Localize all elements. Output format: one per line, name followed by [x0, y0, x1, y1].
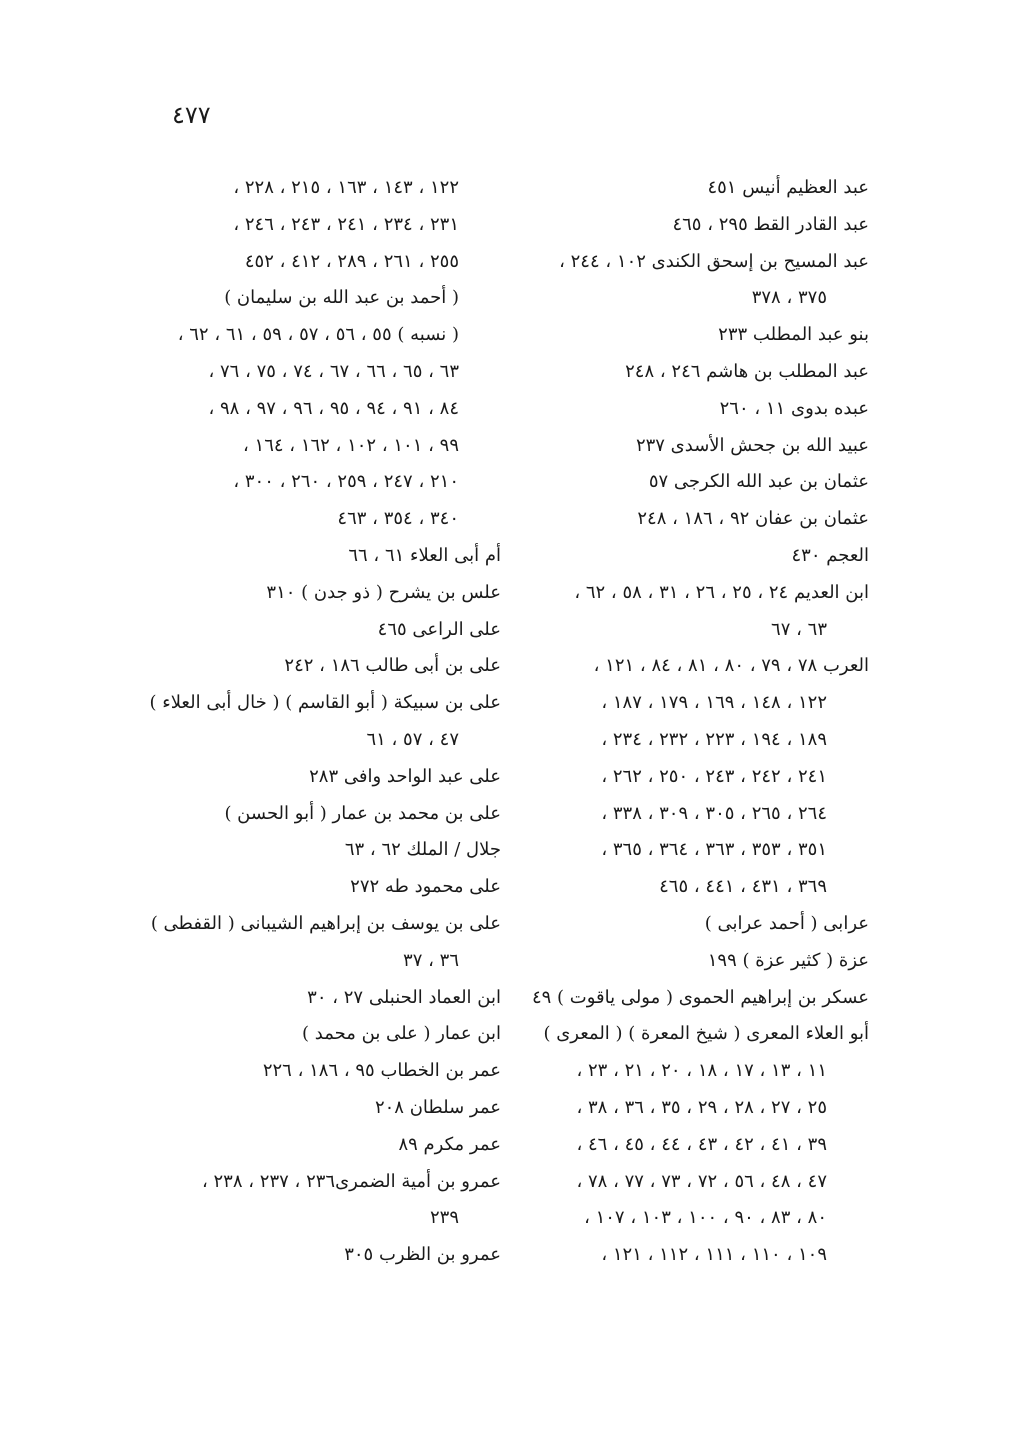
index-entry-continuation: ٦٣ ، ٦٥ ، ٦٦ ، ٦٧ ، ٧٤ ، ٧٥ ، ٧٦ ، [208, 360, 459, 382]
index-entry-continuation: ٣٥١ ، ٣٥٣ ، ٣٦٣ ، ٣٦٤ ، ٣٦٥ ، [601, 839, 827, 861]
index-entry: علس بن يشرح ( ذو جدن ) ٣١٠ [266, 581, 501, 603]
index-entry: عثمان بن عبد الله الكرجى ٥٧ [648, 471, 869, 493]
index-entry: على بن سبيكة ( أبو القاسم ) ( خال أبى العلاء ) [149, 692, 501, 714]
index-entry: عزة ( كثير عزة ) ١٩٩ [707, 949, 869, 971]
page-number: ٤٧٧ [172, 101, 211, 129]
index-entry: على عبد الواحد وافى ٢٨٣ [309, 765, 501, 787]
index-entry-continuation: ٣٤٠ ، ٣٥٤ ، ٤٦٣ [337, 508, 459, 530]
index-entry-continuation: ١٠٩ ، ١١٠ ، ١١١ ، ١١٢ ، ١٢١ ، [601, 1244, 827, 1266]
index-entry: عبد المطلب بن هاشم ٢٤٦ ، ٢٤٨ [625, 360, 869, 382]
index-entry: ابن العديم ٢٤ ، ٢٥ ، ٢٦ ، ٣١ ، ٥٨ ، ٦٢ ، [574, 581, 869, 603]
index-entry-continuation: ١١ ، ١٣ ، ١٧ ، ١٨ ، ٢٠ ، ٢١ ، ٢٣ ، [576, 1060, 827, 1082]
index-column-left [151, 170, 501, 1274]
index-entry: ابن عمار ( على بن محمد ) [302, 1023, 501, 1045]
index-entry: على محمود طه ٢٧٢ [350, 876, 501, 898]
index-entry-continuation: ٤٧ ، ٥٧ ، ٦١ [366, 728, 459, 750]
index-entry: أبو العلاء المعرى ( شيخ المعرة ) ( المعرى ) [543, 1023, 869, 1045]
index-entry: عمرو بن الظرب ٣٠٥ [344, 1244, 501, 1266]
index-entry-continuation: ١٢٢ ، ١٤٨ ، ١٦٩ ، ١٧٩ ، ١٨٧ ، [601, 692, 827, 714]
index-entry: بنو عبد المطلب ٢٣٣ [718, 324, 869, 346]
index-entry-continuation: ٨٠ ، ٨٣ ، ٩٠ ، ١٠٠ ، ١٠٣ ، ١٠٧ ، [584, 1207, 827, 1229]
index-entry-continuation: ٣٦ ، ٣٧ [403, 949, 459, 971]
index-entry: عمر سلطان ٢٠٨ [374, 1096, 501, 1118]
index-entry-continuation: ٩٩ ، ١٠١ ، ١٠٢ ، ١٦٢ ، ١٦٤ ، [243, 434, 459, 456]
index-entry: عمر مكرم ٨٩ [398, 1133, 501, 1155]
index-entry-continuation: ( نسبه ) ٥٥ ، ٥٦ ، ٥٧ ، ٥٩ ، ٦١ ، ٦٢ ، [177, 324, 459, 346]
index-entry: على بن أبى طالب ١٨٦ ، ٢٤٢ [284, 655, 501, 677]
index-entry: العجم ٤٣٠ [791, 544, 869, 566]
index-entry: على الراعى ٤٦٥ [377, 618, 501, 640]
index-entry-continuation: ٢٤١ ، ٢٤٢ ، ٢٤٣ ، ٢٥٠ ، ٢٦٢ ، [601, 765, 827, 787]
index-entry-continuation: ٣٧٥ ، ٣٧٨ [751, 287, 827, 309]
index-column-right [514, 170, 869, 1274]
index-entry: عبد القادر القط ٢٩٥ ، ٤٦٥ [672, 213, 869, 235]
index-entry-continuation: ٢٦٤ ، ٢٦٥ ، ٣٠٥ ، ٣٠٩ ، ٣٣٨ ، [601, 802, 827, 824]
index-entry-continuation: ١٢٢ ، ١٤٣ ، ١٦٣ ، ٢١٥ ، ٢٢٨ ، [233, 177, 459, 198]
index-entry-continuation: ٣٩ ، ٤١ ، ٤٢ ، ٤٣ ، ٤٤ ، ٤٥ ، ٤٦ ، [576, 1133, 827, 1155]
index-entry: عبيد الله بن جحش الأسدى ٢٣٧ [635, 434, 869, 456]
index-entry: عمر بن الخطاب ٩٥ ، ١٨٦ ، ٢٢٦ [262, 1060, 501, 1082]
index-entry-continuation: ٢٥ ، ٢٧ ، ٢٨ ، ٢٩ ، ٣٥ ، ٣٦ ، ٣٨ ، [576, 1096, 827, 1118]
index-entry: عبد المسيح بن إسحق الكندى ١٠٢ ، ٢٤٤ ، [559, 250, 869, 272]
index-entry: عثمان بن عفان ٩٢ ، ١٨٦ ، ٢٤٨ [637, 508, 869, 530]
index-entry-continuation: ( أحمد بن عبد الله بن سليمان ) [224, 287, 459, 309]
index-entry-continuation: ٨٤ ، ٩١ ، ٩٤ ، ٩٥ ، ٩٦ ، ٩٧ ، ٩٨ ، [208, 397, 459, 419]
index-entry: على بن محمد بن عمار ( أبو الحسن ) [224, 802, 501, 824]
index-entry: عمرو بن أمية الضمرى٢٣٦ ، ٢٣٧ ، ٢٣٨ ، [201, 1170, 501, 1192]
index-entry-continuation: ٢٣١ ، ٢٣٤ ، ٢٤١ ، ٢٤٣ ، ٢٤٦ ، [233, 213, 459, 235]
index-entry-continuation: ٦٣ ، ٦٧ [771, 618, 827, 640]
index-entry-continuation: ٢١٠ ، ٢٤٧ ، ٢٥٩ ، ٢٦٠ ، ٣٠٠ ، [233, 471, 459, 493]
index-entry-continuation: ٢٣٩ [429, 1207, 459, 1229]
index-entry-continuation: ١٨٩ ، ١٩٤ ، ٢٢٣ ، ٢٣٢ ، ٢٣٤ ، [601, 728, 827, 750]
index-entry: جلال / الملك ٦٢ ، ٦٣ [344, 839, 501, 861]
index-entry: عسكر بن إبراهيم الحموى ( مولى ياقوت ) ٤٩ [531, 986, 869, 1008]
index-entry-continuation: ٢٥٥ ، ٢٦١ ، ٢٨٩ ، ٤١٢ ، ٤٥٢ [244, 250, 459, 272]
index-entry: عبد العظيم أنيس ٤٥١ [707, 177, 869, 198]
index-entry: العرب ٧٨ ، ٧٩ ، ٨٠ ، ٨١ ، ٨٤ ، ١٢١ ، [593, 655, 869, 677]
index-entry-continuation: ٣٦٩ ، ٤٣١ ، ٤٤١ ، ٤٦٥ [659, 876, 827, 898]
index-entry: أم أبى العلاء ٦١ ، ٦٦ [348, 544, 501, 566]
index-entry: عبده بدوى ١١ ، ٢٦٠ [719, 397, 869, 419]
index-entry: على بن يوسف بن إبراهيم الشيبانى ( القفطى ) [150, 912, 501, 934]
index-entry: ابن العماد الحنبلى ٢٧ ، ٣٠ [307, 986, 501, 1008]
index-entry-continuation: ٤٧ ، ٤٨ ، ٥٦ ، ٧٢ ، ٧٣ ، ٧٧ ، ٧٨ ، [576, 1170, 827, 1192]
index-entry: عرابى ( أحمد عرابى ) [704, 912, 869, 934]
